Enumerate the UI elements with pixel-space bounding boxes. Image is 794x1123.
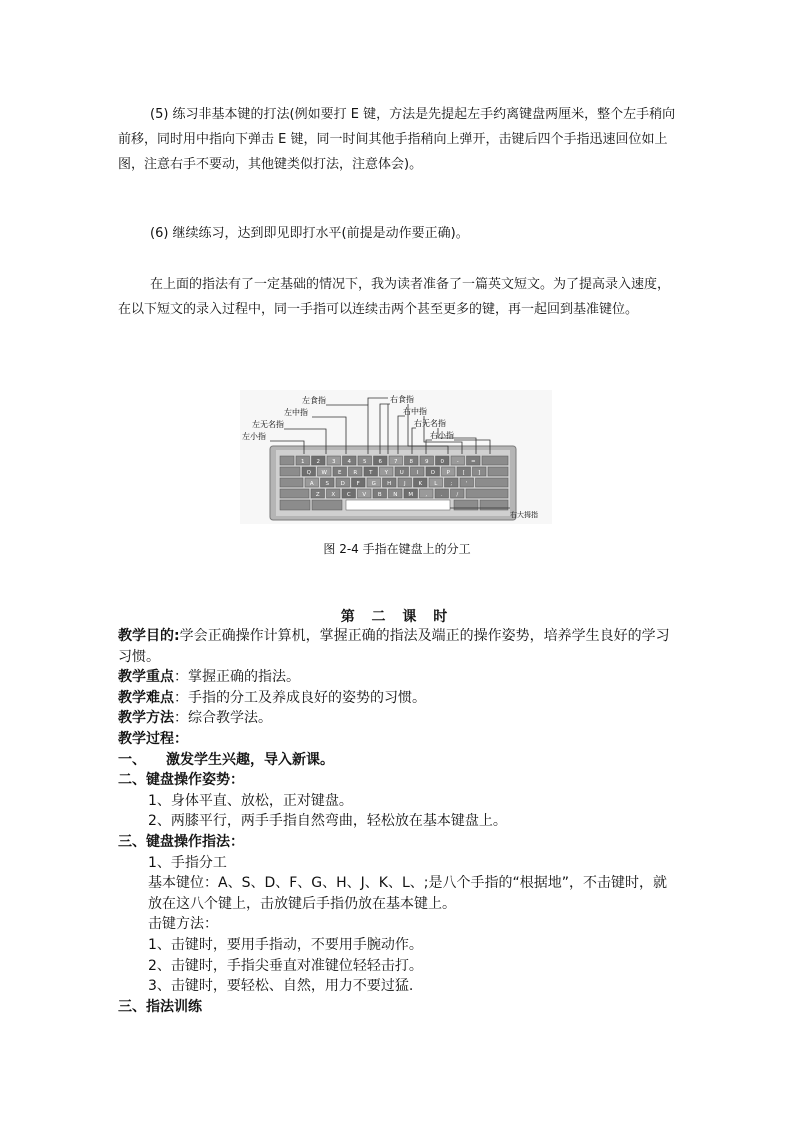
key-label: T (369, 470, 373, 476)
difficulty-text: ：手指的分工及养成良好的姿势的习惯。 (174, 689, 426, 706)
key-label: 6 (378, 459, 382, 465)
key-label: 1 (301, 459, 305, 465)
paragraph-intro-text: 在上面的指法有了一定基础的情况下，我为读者准备了一篇英文短文。为了提高录入速度，在以下短文的录入过程中，同一手指可以连续击两个甚至更多的键，再一起回到基准键位。 (118, 277, 671, 317)
key-label: V (362, 492, 367, 498)
key-mod-right-2 (476, 478, 509, 487)
label-right-thumb: 右大拇指 (510, 511, 538, 519)
key-mod-left-3 (280, 489, 309, 498)
key-mod-right-1 (488, 467, 508, 476)
section-3-method-3: 3、击键时，要轻松、自然，用力不要过猛. (148, 978, 414, 995)
key-label: ' (465, 481, 468, 487)
key-alt-left (312, 500, 342, 510)
method-text: ：综合教学法。 (174, 710, 272, 727)
key-label: H (387, 481, 392, 487)
section-2-item-2: 2、两膝平行，两手手指自然弯曲，轻松放在基本键盘上。 (148, 813, 507, 830)
key-label: / (456, 492, 459, 498)
key-label: J (403, 481, 406, 487)
key-label: G (371, 481, 376, 487)
teaching-difficulty (118, 688, 678, 709)
goal-text: 学会正确操作计算机，掌握正确的指法及端正的操作姿势，培养学生良好的学习习惯。 (118, 628, 670, 665)
label-right-ring: 右无名指 (414, 419, 446, 428)
section-3-method-2: 2、击键时，手指尖垂直对准键位轻轻击打。 (148, 957, 423, 974)
key-ctrl-right (480, 500, 508, 510)
key-mod-right-3 (466, 489, 508, 498)
key-label: Y (384, 470, 388, 476)
key-label: 0 (440, 459, 444, 465)
key-label: 8 (409, 459, 413, 465)
section-2-heading: 二、键盘操作姿势： (118, 772, 244, 789)
figure-caption: 图 2-4 手指在键盘上的分工 (323, 542, 471, 556)
section-3-method-1: 1、击键时，要用手指动，不要用手腕动作。 (148, 936, 423, 953)
key-label: P (446, 470, 450, 476)
section-4-heading: 三、指法训练 (118, 998, 202, 1015)
paragraph-step-5: (5) 练习非基本键的打法(例如要打 E 键，方法是先提起左手约离键盘两厘米，整个左手稍向前移，同时用中指向下弹击 E 键，同一时间其他手指稍向上弹开，击键后四个手指迅速回位如上图，注意右手不要动，其他键类似打法，注意体会)。 (118, 107, 676, 172)
key-label: , (425, 492, 428, 498)
label-right-middle: 右中指 (403, 407, 427, 416)
lesson-title: 第 二 课 时 (340, 609, 454, 625)
key-mod-left-0 (280, 456, 294, 465)
key-label: W (321, 470, 327, 476)
key-label: R (353, 470, 358, 476)
key-label: A (309, 481, 314, 487)
key-label: 9 (425, 459, 429, 465)
key-label: K (418, 481, 423, 487)
key-label: ; (450, 481, 453, 487)
lesson-content (118, 626, 678, 1017)
key-mod-left-1 (280, 467, 300, 476)
section-1-text: 激发学生兴趣，导入新课。 (166, 751, 334, 768)
key-label: O (430, 470, 435, 476)
label-left-pinky: 左小指 (242, 432, 266, 441)
key-label: B (377, 492, 382, 498)
label-left-ring: 左无名指 (252, 420, 284, 429)
key-label: Z (315, 492, 320, 498)
key-label: . (440, 492, 443, 498)
teaching-focus (118, 667, 678, 688)
key-spacebar (346, 500, 450, 510)
method-label: 教学方法 (118, 710, 174, 727)
difficulty-label: 教学难点 (118, 689, 174, 706)
teaching-process-label: 教学过程： (118, 730, 188, 747)
label-left-index: 左食指 (302, 396, 326, 405)
key-label: U (399, 470, 404, 476)
key-label: ] (478, 470, 481, 476)
key-label: - (456, 459, 459, 465)
section-3-heading: 三、键盘操作指法： (118, 833, 244, 850)
key-label: 7 (394, 459, 398, 465)
key-label: F (356, 481, 360, 487)
section-3-method-label: 击键方法： (148, 916, 218, 933)
key-label: 4 (347, 459, 351, 465)
key-label: D (340, 481, 345, 487)
key-label: S (325, 481, 329, 487)
key-alt-right (454, 500, 478, 510)
key-label: N (393, 492, 398, 498)
key-label: 2 (316, 459, 320, 465)
teaching-method (118, 708, 678, 729)
key-label: 3 (332, 459, 336, 465)
key-label: C (346, 492, 351, 498)
label-left-middle: 左中指 (284, 408, 308, 417)
keyboard-finger-figure (240, 390, 552, 524)
label-right-index: 右食指 (390, 395, 414, 404)
focus-text: ：掌握正确的指法。 (174, 669, 300, 686)
key-label: M (408, 492, 414, 498)
section-1 (118, 750, 678, 771)
focus-label: 教学重点 (118, 669, 174, 686)
section-2-item-1: 1、身体平直、放松，正对键盘。 (148, 792, 353, 809)
key-label: 5 (363, 459, 367, 465)
key-label: L (434, 481, 438, 487)
section-3-item-1: 1、手指分工 (148, 854, 227, 871)
key-mod-right-0 (482, 456, 508, 465)
teaching-goal (118, 626, 678, 667)
key-label: [ (462, 470, 465, 476)
key-label: = (470, 459, 476, 465)
key-ctrl-left (280, 500, 310, 510)
goal-label: 教学目的 (118, 628, 174, 644)
label-right-pinky: 右小指 (430, 431, 454, 440)
key-label: I (416, 470, 419, 476)
goal-colon: : (174, 628, 180, 644)
section-1-number: 一、 (118, 751, 146, 768)
paragraph-step-6: (6) 继续练习，达到即见即打水平(前提是动作要正确)。 (150, 226, 469, 241)
key-label: E (338, 470, 342, 476)
key-mod-left-2 (280, 478, 303, 487)
section-3-base-keys: 基本键位：A、S、D、F、G、H、J、K、L、;是八个手指的“根据地”，不击键时，就放在这八个键上，击放键后手指仍放在基本键上。 (148, 875, 668, 912)
key-label: Q (306, 470, 311, 476)
key-label: X (331, 492, 336, 498)
